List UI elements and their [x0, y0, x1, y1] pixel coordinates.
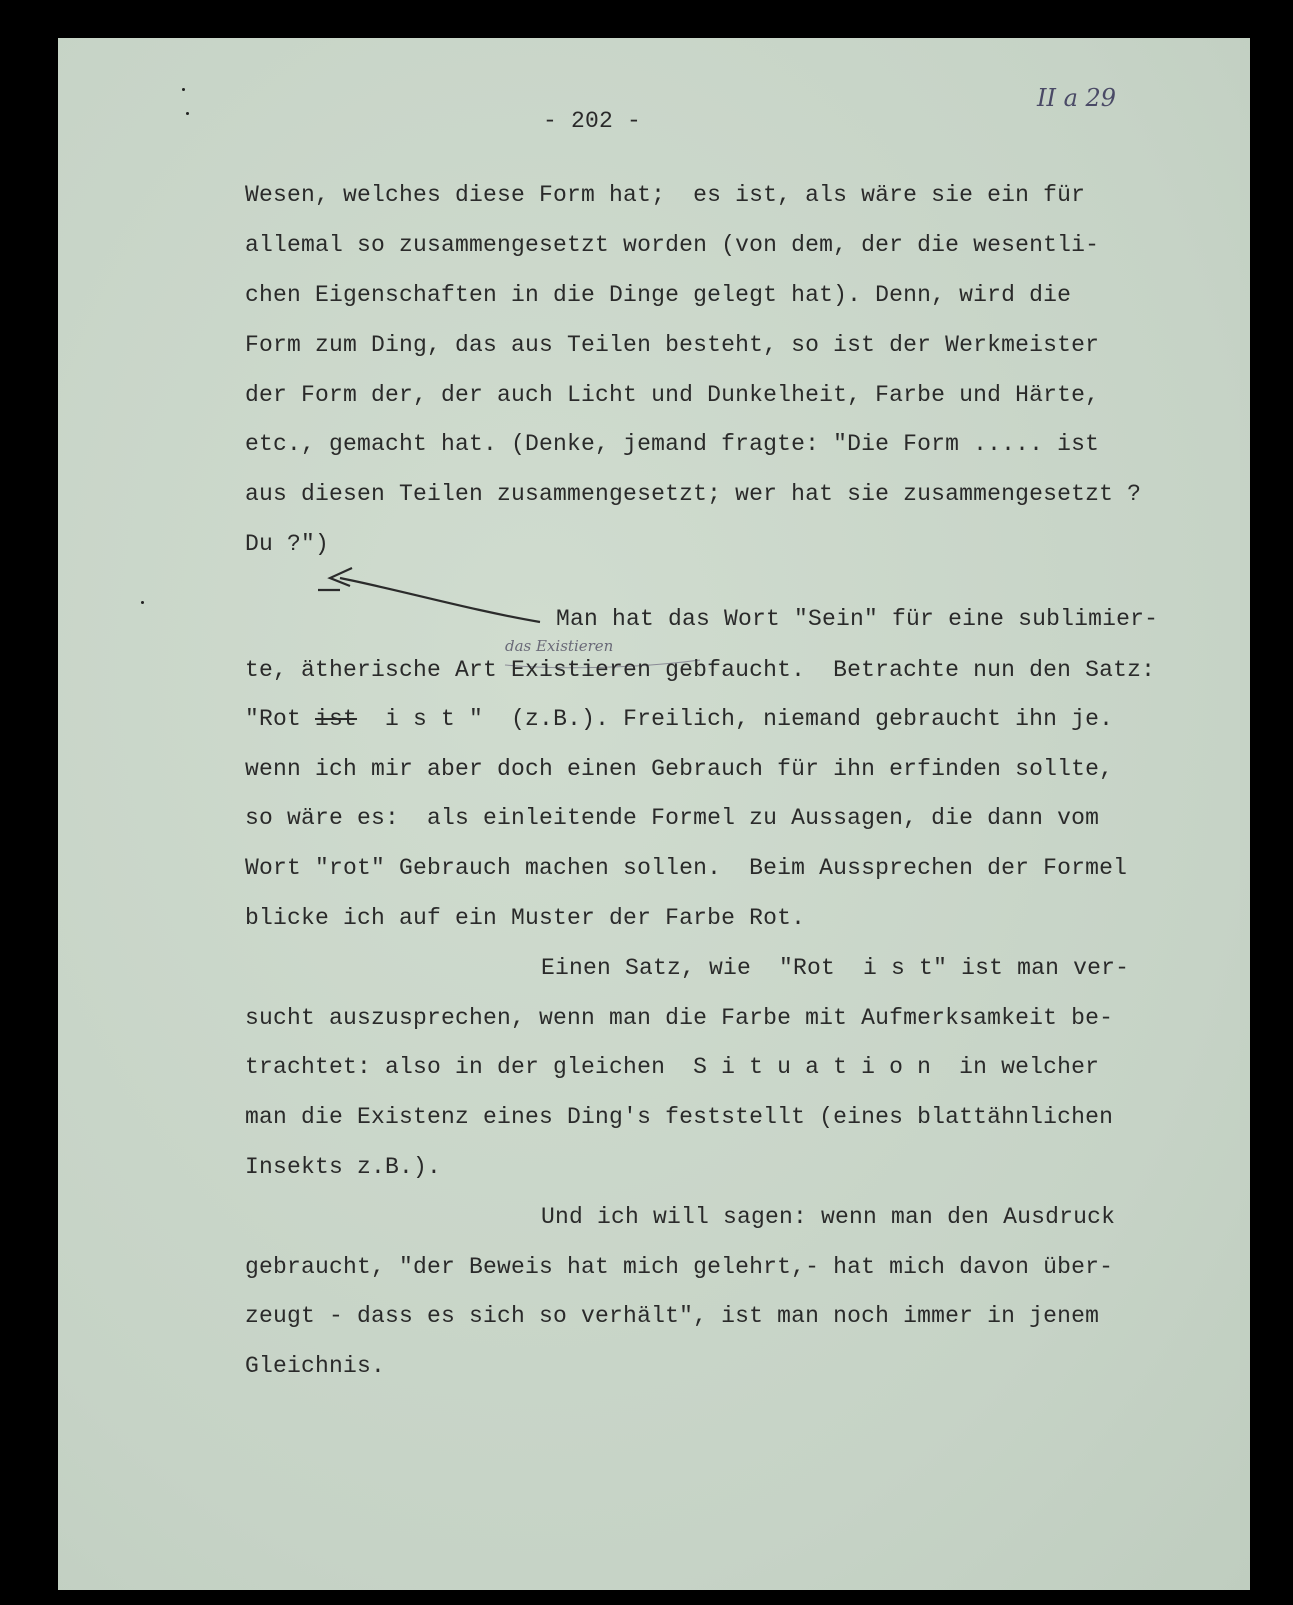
text-line: blicke ich auf ein Muster der Farbe Rot.	[245, 905, 806, 931]
text-line: sucht auszusprechen, wenn man die Farbe mit Aufmerksamkeit be-	[245, 1005, 1114, 1031]
text-line: man die Existenz eines Ding's feststellt (eines blattähnlichen	[245, 1104, 1114, 1130]
text-line: allemal so zusammengesetzt worden (von dem, der die wesentli-	[245, 232, 1100, 258]
page-number: - 202 -	[543, 108, 642, 134]
text-line: chen Eigenschaften in die Dinge gelegt hat). Denn, wird die	[245, 282, 1072, 308]
text-line: Wort "rot" Gebrauch machen sollen. Beim Aussprechen der Formel	[245, 855, 1128, 881]
text-line: zeugt - dass es sich so verhält", ist man noch immer in jenem	[245, 1303, 1100, 1329]
archive-reference: II a 29	[1037, 84, 1117, 112]
text-line: aus diesen Teilen zusammengesetzt; wer hat sie zusammengesetzt ?	[245, 481, 1142, 507]
text-line: Form zum Ding, das aus Teilen besteht, so ist der Werkmeister	[245, 332, 1100, 358]
text-line: "Rot ist i s t " (z.B.). Freilich, niemand gebraucht ihn je.	[245, 706, 1114, 732]
text-line: wenn ich mir aber doch einen Gebrauch für ihn erfinden sollte,	[245, 756, 1114, 782]
text-line: Einen Satz, wie "Rot i s t" ist man ver-	[541, 955, 1130, 981]
text-line: der Form der, der auch Licht und Dunkelheit, Farbe und Härte,	[245, 382, 1100, 408]
text-line: Du ?")	[245, 531, 330, 557]
struck-word: ist	[315, 706, 358, 732]
text-line: etc., gemacht hat. (Denke, jemand fragte: "Die Form ..... ist	[245, 431, 1100, 457]
text-line: Insekts z.B.).	[245, 1154, 442, 1180]
text-line: Und ich will sagen: wenn man den Ausdruck	[541, 1204, 1116, 1230]
text-line: Man hat das Wort "Sein" für eine sublimier-	[556, 606, 1159, 632]
text-line: Gleichnis.	[245, 1353, 386, 1379]
text-line: trachtet: also in der gleichen S i t u a t i o n in welcher	[245, 1054, 1100, 1080]
text-line: so wäre es: als einleitende Formel zu Aussagen, die dann vom	[245, 805, 1100, 831]
text-line: gebraucht, "der Beweis hat mich gelehrt,- hat mich davon über-	[245, 1254, 1114, 1280]
text-line: Wesen, welches diese Form hat; es ist, als wäre sie ein für	[245, 182, 1086, 208]
text-line: te, ätherische Art Existieren gebfaucht. Betrachte nun den Satz:	[245, 657, 1156, 683]
handwritten-insertion: das Existieren	[505, 637, 614, 655]
